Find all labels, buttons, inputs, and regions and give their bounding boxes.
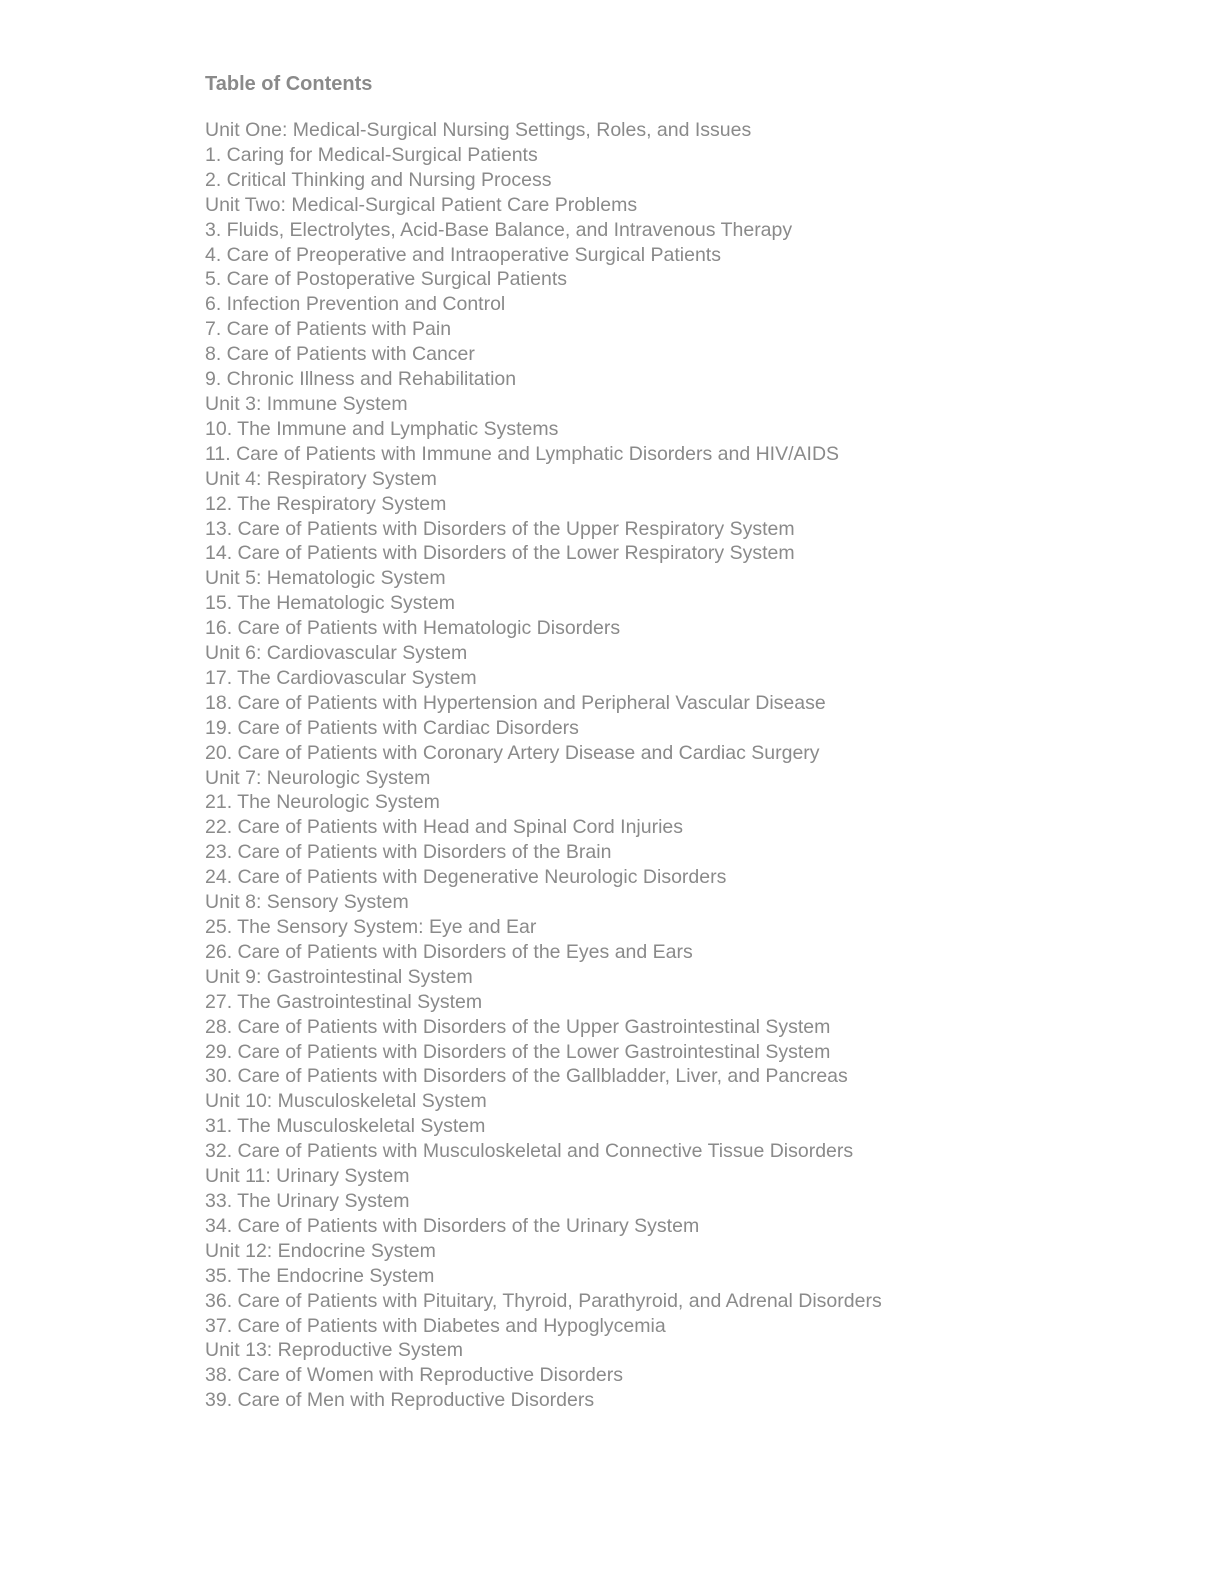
toc-unit-heading: Unit 12: Endocrine System <box>205 1239 436 1262</box>
toc-chapter-entry: 37. Care of Patients with Diabetes and Hypoglycemia <box>205 1314 666 1337</box>
toc-chapter-entry: 10. The Immune and Lymphatic Systems <box>205 417 559 440</box>
toc-chapter-entry: 15. The Hematologic System <box>205 592 456 615</box>
toc-chapter-entry: 11. Care of Patients with Immune and Lymphatic Disorders and HIV/AIDS <box>205 442 840 465</box>
toc-chapter-entry: 18. Care of Patients with Hypertension and Peripheral Vascular Disease <box>205 691 826 714</box>
toc-chapter-entry: 12. The Respiratory System <box>205 492 447 515</box>
toc-chapter-entry: 36. Care of Patients with Pituitary, Thyroid, Parathyroid, and Adrenal Disorders <box>205 1289 882 1312</box>
toc-unit-heading: Unit One: Medical-Surgical Nursing Settings, Roles, and Issues <box>205 119 752 141</box>
toc-chapter-entry: 22. Care of Patients with Head and Spinal Cord Injuries <box>205 816 684 839</box>
toc-chapter-entry: 4. Care of Preoperative and Intraoperative Surgical Patients <box>205 243 721 266</box>
toc-chapter-entry: 16. Care of Patients with Hematologic Disorders <box>205 617 621 640</box>
toc-chapter-entry: 1. Caring for Medical-Surgical Patients <box>205 143 538 166</box>
toc-chapter-entry: 13. Care of Patients with Disorders of the Upper Respiratory System <box>205 517 795 540</box>
toc-chapter-entry: 28. Care of Patients with Disorders of the Upper Gastrointestinal System <box>205 1015 831 1038</box>
toc-unit-heading: Unit 5: Hematologic System <box>205 567 446 590</box>
toc-list <box>205 118 1105 1413</box>
toc-unit-heading: Unit Two: Medical-Surgical Patient Care Problems <box>205 193 638 216</box>
toc-chapter-entry: 30. Care of Patients with Disorders of the Gallbladder, Liver, and Pancreas <box>205 1065 848 1088</box>
toc-chapter-entry: 38. Care of Women with Reproductive Disorders <box>205 1364 623 1387</box>
toc-unit-heading: Unit 3: Immune System <box>205 392 408 415</box>
toc-chapter-entry: 14. Care of Patients with Disorders of the Lower Respiratory System <box>205 542 795 565</box>
toc-chapter-entry: 7. Care of Patients with Pain <box>205 318 452 341</box>
toc-chapter-entry: 23. Care of Patients with Disorders of the Brain <box>205 841 612 864</box>
toc-chapter-entry: 21. The Neurologic System <box>205 791 440 814</box>
toc-chapter-entry: 31. The Musculoskeletal System <box>205 1115 486 1138</box>
toc-chapter-entry: 6. Infection Prevention and Control <box>205 293 506 316</box>
toc-chapter-entry: 35. The Endocrine System <box>205 1264 435 1287</box>
page-title: Table of Contents <box>205 73 373 95</box>
toc-chapter-entry: 19. Care of Patients with Cardiac Disorders <box>205 716 579 739</box>
toc-unit-heading: Unit 8: Sensory System <box>205 891 409 914</box>
toc-chapter-entry: 3. Fluids, Electrolytes, Acid-Base Balance, and Intravenous Therapy <box>205 218 793 241</box>
toc-unit-heading: Unit 13: Reproductive System <box>205 1339 463 1362</box>
toc-chapter-entry: 39. Care of Men with Reproductive Disorders <box>205 1389 595 1412</box>
toc-unit-heading: Unit 4: Respiratory System <box>205 467 437 490</box>
toc-chapter-entry: 5. Care of Postoperative Surgical Patients <box>205 268 568 291</box>
toc-unit-heading: Unit 7: Neurologic System <box>205 766 431 789</box>
toc-unit-heading: Unit 10: Musculoskeletal System <box>205 1090 487 1113</box>
toc-unit-heading: Unit 6: Cardiovascular System <box>205 642 468 665</box>
toc-chapter-entry: 32. Care of Patients with Musculoskeletal and Connective Tissue Disorders <box>205 1140 854 1163</box>
toc-chapter-entry: 26. Care of Patients with Disorders of the Eyes and Ears <box>205 940 693 963</box>
toc-chapter-entry: 25. The Sensory System: Eye and Ear <box>205 916 537 938</box>
toc-unit-heading: Unit 11: Urinary System <box>205 1165 410 1188</box>
toc-chapter-entry: 24. Care of Patients with Degenerative Neurologic Disorders <box>205 866 727 889</box>
toc-chapter-entry: 27. The Gastrointestinal System <box>205 990 483 1013</box>
toc-chapter-entry: 29. Care of Patients with Disorders of the Lower Gastrointestinal System <box>205 1040 831 1063</box>
toc-chapter-entry: 2. Critical Thinking and Nursing Process <box>205 168 552 191</box>
toc-unit-heading: Unit 9: Gastrointestinal System <box>205 965 473 988</box>
toc-chapter-entry: 17. The Cardiovascular System <box>205 666 477 689</box>
toc-chapter-entry: 20. Care of Patients with Coronary Artery Disease and Cardiac Surgery <box>205 741 820 764</box>
toc-chapter-entry: 33. The Urinary System <box>205 1189 410 1212</box>
toc-chapter-entry: 34. Care of Patients with Disorders of the Urinary System <box>205 1214 700 1237</box>
toc-chapter-entry: 8. Care of Patients with Cancer <box>205 343 475 366</box>
toc-chapter-entry: 9. Chronic Illness and Rehabilitation <box>205 368 517 391</box>
